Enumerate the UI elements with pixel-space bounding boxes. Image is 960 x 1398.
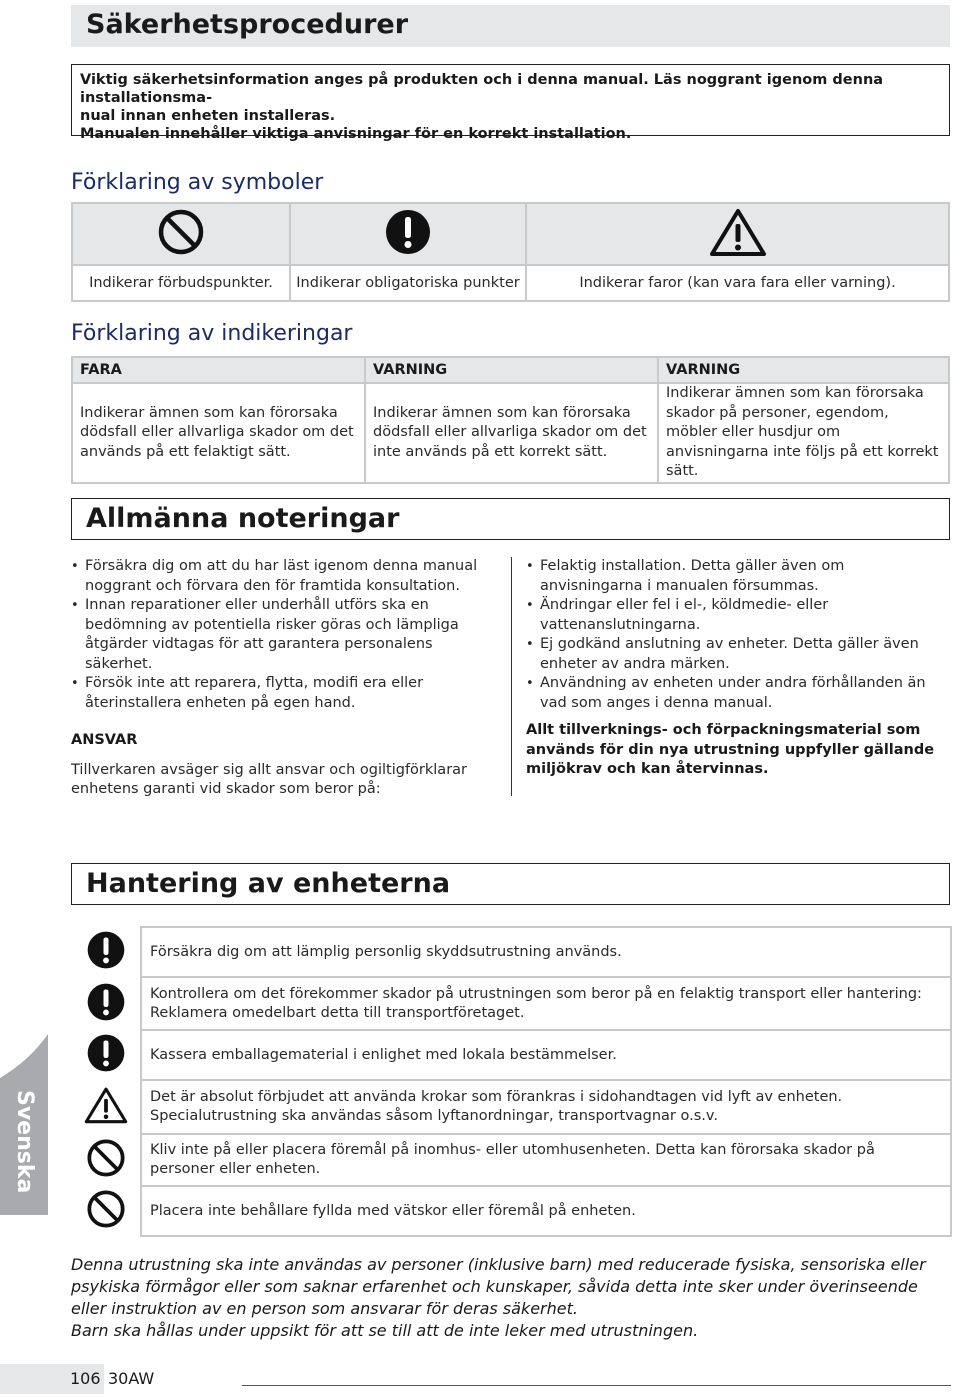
symbol-cell-warning [526, 203, 949, 265]
liability-heading: ANSVAR [71, 732, 138, 748]
language-tab-label: Svenska [12, 1090, 37, 1194]
handling-row-text: Försäkra dig om att lämplig personlig skyddsutrustning används. [141, 927, 951, 977]
general-left-column [71, 557, 491, 800]
footer-rule [242, 1385, 951, 1386]
indication-text-fara: Indikerar ämnen som kan förorsaka dödsfall eller allvarliga skador om det används på ett felaktigt sätt. [72, 383, 365, 483]
handling-title-bar [71, 863, 950, 905]
indication-head-varning-1: VARNING [365, 357, 658, 383]
page-number: 106 [70, 1369, 101, 1388]
handling-icon-cell [71, 1186, 141, 1236]
prohibition-icon [86, 1138, 126, 1178]
handling-row-text: Kliv inte på eller placera föremål på inomhus- eller utomhusenheten. Detta kan förorsaka skador på personer eller enheten. [141, 1134, 951, 1186]
liability-text: Tillverkaren avsäger sig allt ansvar och ogiltigförklarar enhetens garanti vid skador som beror på: [71, 761, 468, 797]
handling-icon-cell [71, 1134, 141, 1186]
symbol-cell-mandatory [290, 203, 526, 265]
page-title-bar [71, 5, 950, 47]
symbols-table [71, 202, 950, 302]
list-item: • Ej godkänd anslutning av enheter. Detta gäller även enheter av andra märken. [526, 635, 950, 674]
handling-table [71, 926, 952, 1237]
prohibition-icon [86, 1189, 126, 1229]
children-note-line-1: Denna utrustning ska inte användas av personer (inklusive barn) med reducerade fysiska, sensoriska eller psykiska förmågor eller som saknar erfarenhet och kunskaper, såvida detta inte sker under överinseende eller instruktion av en person som ansvarar för deras säkerhet. [71, 1255, 926, 1318]
model-name: 30AW [108, 1369, 155, 1388]
mandatory-icon [86, 1033, 126, 1073]
list-item: • Felaktig installation. Detta gäller även om anvisningarna i manualen försummas. [526, 557, 950, 596]
list-item: • Försök inte att reparera, flytta, modifi era eller återinstallera enheten på egen hand. [71, 674, 491, 713]
handling-title: Hantering av enheterna [86, 868, 451, 899]
handling-row-text: Kontrollera om det förekommer skador på utrustningen som beror på en felaktig transport eller hantering: Reklamera omedelbart detta till transportföretaget. [141, 977, 951, 1030]
mandatory-icon [384, 208, 432, 256]
list-item: • Användning av enheten under andra förhållanden än vad som anges i denna manual. [526, 674, 950, 713]
column-divider [511, 557, 512, 796]
symbol-label-warning: Indikerar faror (kan vara fara eller varning). [526, 265, 949, 301]
handling-row-text: Det är absolut förbjudet att använda krokar som förankras i sidohandtagen vid lyft av enheten. Specialutrustning ska användas såsom lyftanordningar, transportvagnar o.s.v. [141, 1080, 951, 1134]
symbol-label-mandatory: Indikerar obligatoriska punkter [290, 265, 526, 301]
language-tab [0, 1030, 48, 1215]
intro-line-1: Viktig säkerhetsinformation anges på produkten och i denna manual. Läs noggrant igenom denna installationsma- [80, 72, 884, 106]
symbol-cell-prohibition [72, 203, 290, 265]
indications-table [71, 356, 950, 484]
indication-text-varning-2: Indikerar ämnen som kan förorsaka skador på personer, egendom, möbler eller husdjur om anvisningarna inte följs på ett korrekt sätt. [658, 383, 949, 483]
page-title: Säkerhetsprocedurer [86, 9, 409, 40]
symbols-title: Förklaring av symboler [71, 170, 324, 195]
prohibition-icon [157, 208, 205, 256]
general-right-column [526, 557, 950, 780]
list-item: • Innan reparationer eller underhåll utförs ska en bedömning av potentiella risker göras och lämpliga åtgärder vidtagas för att garantera personalens säkerhet. [71, 596, 491, 674]
general-title-bar [71, 498, 950, 540]
symbol-label-prohibition: Indikerar förbudspunkter. [72, 265, 290, 301]
intro-line-2: nual innan enheten installeras. [80, 108, 336, 124]
handling-row-text: Kassera emballagematerial i enlighet med lokala bestämmelser. [141, 1030, 951, 1080]
intro-box [71, 64, 950, 142]
children-note [71, 1254, 953, 1342]
mandatory-icon [86, 930, 126, 970]
general-right-list [526, 557, 950, 713]
warning-triangle-icon [84, 1086, 128, 1124]
warning-triangle-icon [709, 207, 767, 257]
indication-text-varning-1: Indikerar ämnen som kan förorsaka dödsfall eller allvarliga skador om det inte används på ett korrekt sätt. [365, 383, 658, 483]
general-left-list [71, 557, 491, 713]
handling-icon-cell [71, 977, 141, 1030]
intro-line-3: Manualen innehåller viktiga anvisningar för en korrekt installation. [80, 126, 632, 142]
handling-icon-cell [71, 1080, 141, 1134]
list-item: • Försäkra dig om att du har läst igenom denna manual noggrant och förvara den för framtida konsultation. [71, 557, 491, 596]
materials-note: Allt tillverknings- och förpackningsmaterial som används för din nya utrustning uppfyller gällande miljökrav och kan återvinnas. [526, 722, 935, 777]
handling-row-text: Placera inte behållare fyllda med vätskor eller föremål på enheten. [141, 1186, 951, 1236]
handling-icon-cell [71, 1030, 141, 1080]
mandatory-icon [86, 982, 126, 1022]
handling-icon-cell [71, 927, 141, 977]
indication-head-varning-2: VARNING [658, 357, 949, 383]
children-note-line-2: Barn ska hållas under uppsikt för att se till att de inte leker med utrustningen. [71, 1321, 699, 1340]
general-title: Allmänna noteringar [86, 503, 400, 534]
indication-head-fara: FARA [72, 357, 365, 383]
list-item: • Ändringar eller fel i el-, köldmedie- eller vattenanslutningarna. [526, 596, 950, 635]
indications-title: Förklaring av indikeringar [71, 321, 353, 346]
